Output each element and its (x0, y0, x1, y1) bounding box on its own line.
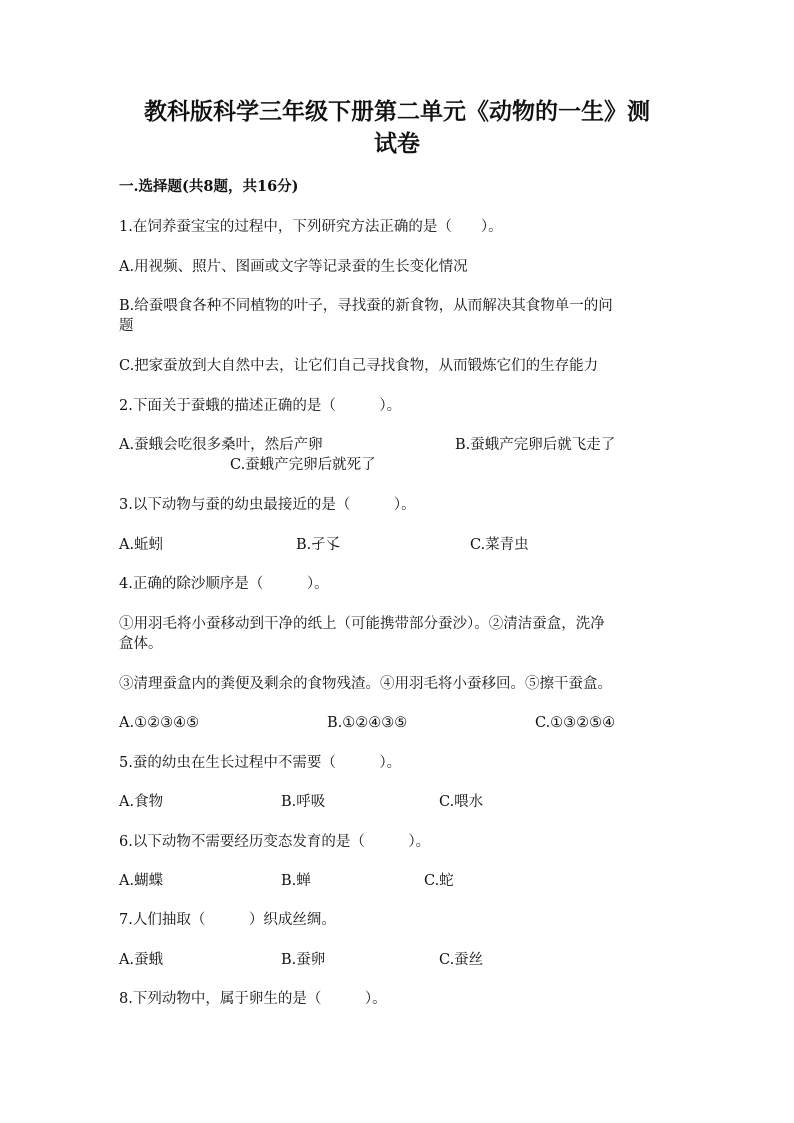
question-1-option-c: C.把家蚕放到大自然中去，让它们自己寻找食物，从而锻炼它们的生存能力 (119, 358, 599, 374)
question-4-detail-line-1: ①用羽毛将小蚕移动到干净的纸上（可能携带部分蚕沙）。②清洁蚕盒，洗净 (119, 616, 605, 632)
question-6-stem: 6.以下动物不需要经历变态发育的是（ ）。 (119, 834, 431, 850)
question-1-option-a: A.用视频、照片、图画或文字等记录蚕的生长变化情况 (119, 259, 468, 275)
question-3-stem: 3.以下动物与蚕的幼虫最接近的是（ ）。 (119, 497, 416, 513)
question-5-option-c: C.喂水 (439, 794, 484, 810)
question-5-option-a: A.食物 (119, 794, 164, 810)
question-3-option-a: A.蚯蚓 (119, 537, 164, 553)
question-1-stem: 1.在饲养蚕宝宝的过程中，下列研究方法正确的是（ ）。 (119, 219, 503, 235)
question-4-detail-line-2: 盒体。 (119, 636, 163, 652)
question-7-option-c: C.蚕丝 (439, 952, 484, 968)
question-5-stem: 5.蚕的幼虫在生长过程中不需要（ ）。 (119, 755, 402, 771)
question-2-option-a: A.蚕蛾会吃很多桑叶，然后产卵 (119, 437, 323, 453)
question-4-stem: 4.正确的除沙顺序是（ ）。 (119, 576, 329, 592)
section-heading: 一.选择题(共8题，共16分) (119, 178, 299, 195)
question-4-option-c: C.①③②⑤④ (535, 715, 616, 731)
question-7-option-a: A.蚕蛾 (119, 952, 164, 968)
question-3-option-c: C.菜青虫 (470, 537, 529, 553)
question-7-option-b: B.蚕卵 (281, 952, 326, 968)
page-title-line-1: 教科版科学三年级下册第二单元《动物的一生》测 (144, 98, 650, 125)
question-4-option-a: A.①②③④⑤ (119, 715, 200, 731)
question-6-option-c: C.蛇 (424, 873, 454, 889)
question-1-option-b-line-2: 题 (119, 318, 134, 334)
question-8-stem: 8.下列动物中，属于卵生的是（ ）。 (119, 991, 387, 1007)
question-6-option-b: B.蝉 (281, 873, 311, 889)
question-2-option-b: B.蚕蛾产完卵后就飞走了 (455, 437, 616, 453)
question-2-stem: 2.下面关于蚕蛾的描述正确的是（ ）。 (119, 398, 402, 414)
question-5-option-b: B.呼吸 (281, 794, 326, 810)
question-4-detail-line-3: ③清理蚕盒内的粪便及剩余的食物残渣。④用羽毛将小蚕移回。⑤擦干蚕盒。 (119, 676, 612, 692)
question-4-option-b: B.①②④③⑤ (327, 715, 408, 731)
question-6-option-a: A.蝴蝶 (119, 873, 164, 889)
question-7-stem: 7.人们抽取（ ）织成丝绸。 (119, 912, 336, 928)
question-2-option-c: C.蚕蛾产完卵后就死了 (230, 457, 376, 473)
question-1-option-b-line-1: B.给蚕喂食各种不同植物的叶子，寻找蚕的新食物，从而解决其食物单一的问 (119, 298, 613, 314)
question-3-option-b: B.孑孓 (296, 537, 341, 553)
page-title-line-2: 试卷 (374, 130, 420, 157)
